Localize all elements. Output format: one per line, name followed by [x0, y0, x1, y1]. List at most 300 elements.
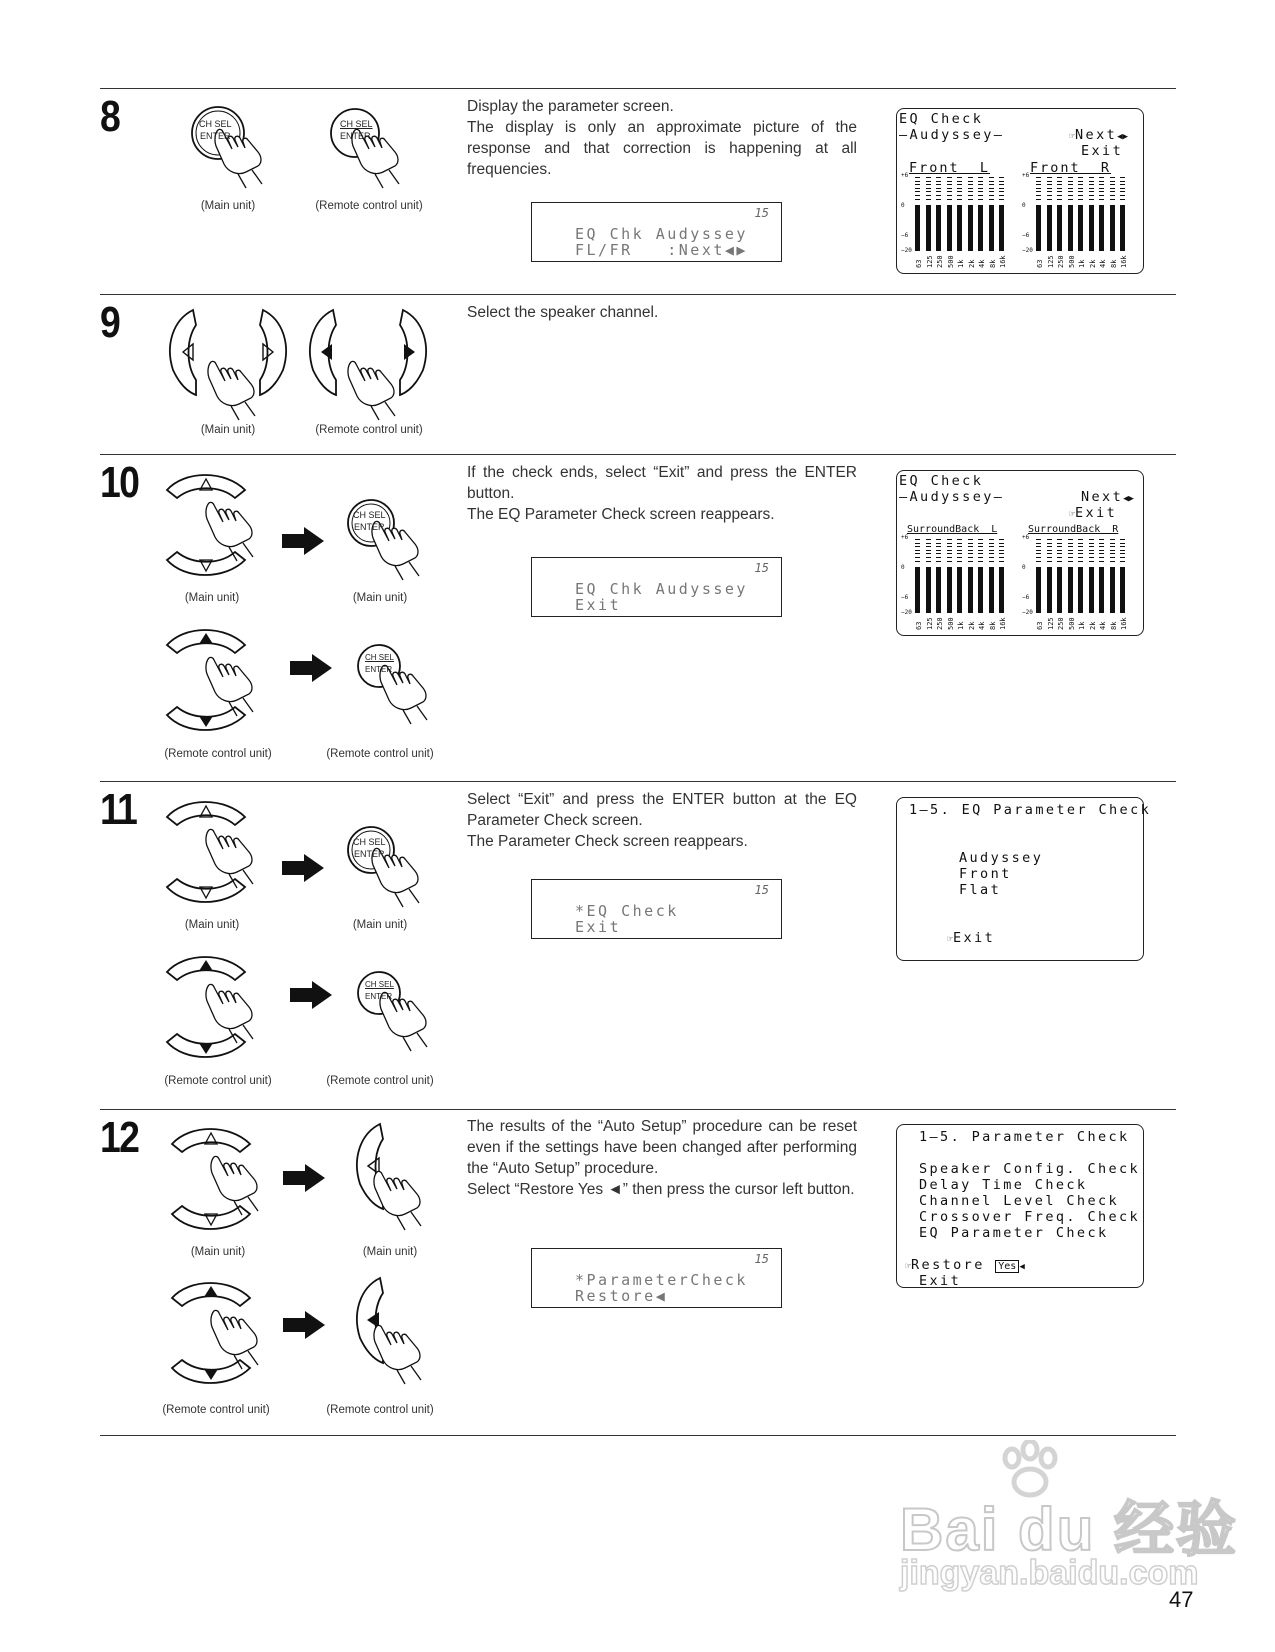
freq-label: 250 [1057, 617, 1065, 630]
caption-main-unit: (Main unit) [200, 424, 256, 436]
eq-tick [999, 539, 1004, 540]
eq-bar [1089, 567, 1094, 613]
desc-line: Display the parameter screen. [467, 98, 674, 115]
cursor-hand-icon: ☞ [1069, 509, 1076, 520]
eq-tick [1089, 553, 1094, 554]
rule-top [100, 88, 1176, 89]
freq-label: 250 [936, 617, 944, 630]
osd-title: 1—5. EQ Parameter Check [909, 802, 1152, 818]
osd-parameter-check [896, 1124, 1144, 1288]
caption-main-unit: (Main unit) [352, 592, 408, 604]
fld-channel: 15 [754, 1252, 769, 1266]
caption-remote-unit: (Remote control unit) [326, 1075, 434, 1087]
eq-tick [1036, 539, 1041, 540]
eq-tick [1057, 191, 1062, 192]
eq-tick [936, 553, 941, 554]
eq-tick [915, 188, 920, 189]
eq-bar [1120, 205, 1125, 251]
freq-label: 63 [1036, 259, 1044, 268]
eq-tick [926, 195, 931, 196]
eq-tick [999, 557, 1004, 558]
freq-label: 4k [1099, 259, 1107, 268]
watermark-url: jingyan.baidu.com [900, 1554, 1199, 1592]
step-8-description [467, 96, 857, 180]
freq-label: 1k [1078, 621, 1086, 630]
eq-tick [978, 561, 983, 562]
arrow-right-icon [282, 526, 327, 556]
eq-tick [947, 543, 952, 544]
eq-tick [989, 550, 994, 551]
osd-exit-item [1069, 505, 1117, 521]
eq-tick [957, 188, 962, 189]
eq-tick [978, 199, 983, 200]
eq-tick [999, 553, 1004, 554]
fld-line-2: Exit [575, 596, 622, 614]
eq-tick [978, 195, 983, 196]
eq-tick [1099, 546, 1104, 547]
scale-label: −20 [1022, 609, 1033, 616]
freq-label: 4k [978, 259, 986, 268]
eq-tick [1110, 543, 1115, 544]
rule-9 [100, 294, 1176, 295]
eq-tick [1110, 553, 1115, 554]
eq-tick [1089, 199, 1094, 200]
caption-remote-unit: (Remote control unit) [315, 424, 423, 436]
eq-tick [968, 184, 973, 185]
eq-tick [915, 561, 920, 562]
eq-tick [968, 195, 973, 196]
caption-main-unit: (Main unit) [190, 1246, 246, 1258]
eq-tick [957, 181, 962, 182]
caption-main-unit: (Main unit) [184, 592, 240, 604]
eq-tick [1057, 177, 1062, 178]
desc-line: The results of the “Auto Setup” procedure can be reset even if the settings have been changed after performing the “Auto Setup” procedure. [467, 1118, 857, 1177]
freq-label: 16k [1120, 255, 1128, 268]
eq-tick [1120, 557, 1125, 558]
eq-tick [1068, 184, 1073, 185]
eq-bar [968, 205, 973, 251]
cursor-up-down-main-illustration [165, 797, 255, 912]
eq-tick [1099, 191, 1104, 192]
eq-tick [1047, 539, 1052, 540]
eq-tick [1078, 177, 1083, 178]
left-right-arrows-icon: ◀▶ [1117, 132, 1128, 142]
eq-bar [936, 205, 941, 251]
scale-label: +6 [901, 172, 909, 179]
desc-line: Select “Restore Yes ◄” then press the cursor left button. [467, 1181, 855, 1198]
eq-tick [915, 177, 920, 178]
eq-tick [1110, 557, 1115, 558]
eq-tick [1057, 199, 1062, 200]
osd-next-item [1069, 127, 1128, 143]
fld-line-1: *ParameterCheck [575, 1271, 748, 1289]
eq-bar [968, 567, 973, 613]
osd-subtitle: —Audyssey— [899, 127, 1005, 143]
eq-tick [957, 539, 962, 540]
eq-tick [1120, 539, 1125, 540]
eq-tick [1110, 188, 1115, 189]
next-label: Next [1075, 127, 1118, 143]
caption-main-unit: (Main unit) [352, 919, 408, 931]
eq-tick [915, 191, 920, 192]
eq-tick [968, 539, 973, 540]
freq-label: 1k [957, 621, 965, 630]
osd-exit-item: Exit [1081, 143, 1124, 159]
eq-bar [999, 567, 1004, 613]
fld-channel: 15 [754, 561, 769, 575]
eq-tick [989, 561, 994, 562]
step-number-8: 8 [100, 92, 120, 141]
freq-label: 16k [1120, 617, 1128, 630]
eq-tick [989, 557, 994, 558]
eq-bar [1120, 567, 1125, 613]
freq-label: 8k [1109, 259, 1118, 268]
eq-tick [1110, 550, 1115, 551]
eq-tick [957, 184, 962, 185]
cursor-left-main-illustration [355, 1124, 445, 1239]
eq-tick [1120, 553, 1125, 554]
eq-tick [978, 546, 983, 547]
eq-tick [1110, 561, 1115, 562]
eq-tick [1036, 199, 1041, 200]
eq-tick [926, 550, 931, 551]
caption-remote-unit: (Remote control unit) [326, 748, 434, 760]
eq-tick [1078, 184, 1083, 185]
eq-tick [1047, 543, 1052, 544]
eq-tick [978, 539, 983, 540]
eq-tick [1078, 561, 1083, 562]
eq-bars-left [901, 534, 1009, 630]
caption-remote-unit: (Remote control unit) [315, 200, 423, 212]
eq-tick [957, 546, 962, 547]
desc-line: Select “Exit” and press the ENTER button at the EQ Parameter Check screen. [467, 791, 857, 829]
eq-bar [1068, 567, 1073, 613]
eq-tick [1057, 557, 1062, 558]
eq-tick [999, 543, 1004, 544]
step-number-10: 10 [100, 458, 139, 507]
eq-tick [936, 550, 941, 551]
eq-bar [1099, 205, 1104, 251]
arrow-right-icon [282, 853, 327, 883]
eq-tick [1047, 546, 1052, 547]
eq-tick [968, 181, 973, 182]
osd-title: 1—5. Parameter Check [919, 1129, 1130, 1145]
eq-tick [926, 539, 931, 540]
eq-tick [915, 199, 920, 200]
eq-tick [1047, 195, 1052, 196]
eq-tick [1110, 546, 1115, 547]
caption-remote-unit: (Remote control unit) [164, 748, 272, 760]
eq-tick [936, 184, 941, 185]
eq-tick [1047, 188, 1052, 189]
freq-label: 63 [1036, 621, 1044, 630]
eq-tick [1099, 199, 1104, 200]
eq-tick [947, 550, 952, 551]
arrow-right-icon [290, 980, 335, 1010]
eq-tick [989, 199, 994, 200]
eq-bar [957, 567, 962, 613]
eq-tick [1057, 561, 1062, 562]
freq-label: 1k [957, 259, 965, 268]
eq-tick [989, 553, 994, 554]
eq-tick [999, 546, 1004, 547]
eq-bar [978, 567, 983, 613]
step-10-description [467, 462, 857, 525]
scale-label: −20 [1022, 247, 1033, 254]
eq-tick [1099, 181, 1104, 182]
eq-tick [1047, 550, 1052, 551]
eq-tick [999, 191, 1004, 192]
eq-tick [1068, 546, 1073, 547]
fld-line-1: EQ Chk Audyssey [575, 225, 748, 243]
eq-tick [957, 550, 962, 551]
caption-main-unit: (Main unit) [184, 919, 240, 931]
osd-subtitle: —Audyssey— [899, 489, 1005, 505]
freq-label: 16k [999, 255, 1007, 268]
eq-tick [936, 557, 941, 558]
arrow-right-icon [283, 1310, 328, 1340]
fld-line-2: Exit [575, 918, 622, 936]
caption-main-unit: (Main unit) [362, 1246, 418, 1258]
eq-tick [1120, 191, 1125, 192]
eq-tick [915, 546, 920, 547]
step-number-11: 11 [100, 785, 137, 834]
osd-item: Audyssey [959, 850, 1044, 866]
desc-line: The EQ Parameter Check screen reappears. [467, 506, 775, 523]
fld-line-2-text: FL/FR :Next [575, 241, 725, 259]
eq-tick [989, 188, 994, 189]
cursor-left-remote-illustration [355, 1278, 445, 1393]
eq-bar [936, 567, 941, 613]
eq-tick [1089, 543, 1094, 544]
eq-tick [1110, 539, 1115, 540]
eq-tick [1036, 543, 1041, 544]
eq-tick [989, 195, 994, 196]
eq-tick [1120, 184, 1125, 185]
osd-item: Front [959, 866, 1012, 882]
freq-label: 2k [967, 621, 976, 630]
eq-bars-right [1022, 172, 1130, 268]
scale-label: +6 [1022, 172, 1030, 179]
eq-tick [989, 184, 994, 185]
eq-tick [947, 195, 952, 196]
enter-label-remote: ENTER [340, 131, 371, 141]
eq-tick [989, 543, 994, 544]
eq-tick [1047, 553, 1052, 554]
eq-tick [947, 546, 952, 547]
eq-tick [947, 184, 952, 185]
next-label: Next [1081, 489, 1124, 505]
fl-display-11 [531, 879, 782, 939]
eq-tick [1036, 184, 1041, 185]
desc-line: The display is only an approximate picture of the response and that correction is happening at all frequencies. [467, 119, 857, 178]
freq-label: 63 [915, 259, 923, 268]
enter-label: ENTER [354, 522, 385, 532]
fld-channel: 15 [754, 206, 769, 220]
eq-tick [1089, 184, 1094, 185]
osd-item: Flat [959, 882, 1002, 898]
cursor-up-down-main-illustration [170, 1124, 260, 1239]
eq-bars-left [901, 172, 1009, 268]
eq-tick [1057, 546, 1062, 547]
fld-line-1: EQ Chk Audyssey [575, 580, 748, 598]
cursor-up-down-remote-illustration [165, 625, 255, 740]
fld-line-2-text: Restore [575, 1287, 656, 1305]
eq-bar [989, 567, 994, 613]
eq-tick [1057, 181, 1062, 182]
eq-tick [947, 557, 952, 558]
freq-label: 8k [988, 259, 997, 268]
arrow-right-icon [283, 1163, 328, 1193]
eq-tick [999, 199, 1004, 200]
eq-tick [968, 553, 973, 554]
rule-11 [100, 781, 1176, 782]
left-arrow-icon: ◀ [655, 1287, 668, 1305]
eq-tick [968, 546, 973, 547]
scale-label: 0 [901, 564, 905, 571]
eq-tick [989, 181, 994, 182]
enter-button-remote-illustration [325, 100, 405, 195]
eq-tick [978, 188, 983, 189]
eq-bar [978, 205, 983, 251]
eq-tick [1068, 553, 1073, 554]
step-12-description [467, 1116, 857, 1200]
eq-tick [1089, 195, 1094, 196]
osd-item: Speaker Config. Check [919, 1161, 1141, 1177]
scale-label: 0 [1022, 564, 1026, 571]
eq-tick [957, 191, 962, 192]
eq-bar [1110, 205, 1115, 251]
eq-tick [989, 191, 994, 192]
eq-tick [1120, 195, 1125, 196]
eq-tick [1036, 557, 1041, 558]
ch-sel-label-remote: CH SEL [365, 653, 394, 662]
eq-tick [999, 195, 1004, 196]
eq-tick [1047, 191, 1052, 192]
eq-tick [1089, 550, 1094, 551]
eq-tick [957, 553, 962, 554]
eq-tick [1120, 181, 1125, 182]
eq-tick [936, 199, 941, 200]
eq-tick [978, 550, 983, 551]
eq-tick [926, 177, 931, 178]
eq-tick [1099, 184, 1104, 185]
freq-label: 2k [967, 259, 976, 268]
eq-tick [989, 546, 994, 547]
eq-bar [1036, 205, 1041, 251]
eq-tick [1068, 199, 1073, 200]
eq-tick [915, 539, 920, 540]
osd-eq-check-front [896, 108, 1144, 274]
eq-tick [1089, 188, 1094, 189]
eq-tick [947, 181, 952, 182]
eq-tick [947, 199, 952, 200]
ch-sel-label-remote: CH SEL [340, 119, 373, 129]
eq-tick [1120, 177, 1125, 178]
eq-tick [1099, 553, 1104, 554]
eq-tick [1068, 543, 1073, 544]
freq-label: 125 [925, 255, 934, 268]
cursor-hand-icon: ☞ [905, 1261, 912, 1272]
watermark-brand: Bai du 经验 [900, 1496, 1239, 1563]
scale-label: 0 [901, 202, 905, 209]
eq-tick [999, 181, 1004, 182]
eq-tick [1036, 177, 1041, 178]
left-right-arrows-icon: ◀▶ [1123, 494, 1134, 504]
eq-tick [1110, 199, 1115, 200]
eq-tick [1099, 550, 1104, 551]
caption-remote-unit: (Remote control unit) [162, 1404, 270, 1416]
eq-tick [915, 184, 920, 185]
desc-line: Select the speaker channel. [467, 304, 659, 321]
cursor-left-right-remote-illustration [308, 310, 428, 420]
freq-label: 125 [1046, 255, 1055, 268]
fl-display-12 [531, 1248, 782, 1308]
left-right-arrows-icon: ◀▶ [724, 241, 748, 259]
osd-item: Crossover Freq. Check [919, 1209, 1141, 1225]
eq-tick [1057, 550, 1062, 551]
freq-label: 250 [1057, 255, 1065, 268]
step-9-description [467, 302, 857, 323]
scale-label: 0 [1022, 202, 1026, 209]
rule-bottom [100, 1435, 1176, 1436]
eq-tick [1099, 177, 1104, 178]
eq-tick [1078, 557, 1083, 558]
desc-line: The Parameter Check screen reappears. [467, 833, 748, 850]
eq-tick [978, 191, 983, 192]
eq-bar [1047, 205, 1052, 251]
eq-tick [1078, 188, 1083, 189]
osd-item: EQ Parameter Check [919, 1225, 1109, 1241]
eq-tick [1110, 181, 1115, 182]
eq-tick [968, 191, 973, 192]
eq-tick [968, 199, 973, 200]
freq-label: 1k [1078, 259, 1086, 268]
eq-tick [1036, 550, 1041, 551]
eq-bars-right [1022, 534, 1130, 630]
eq-tick [1057, 539, 1062, 540]
eq-tick [978, 557, 983, 558]
enter-label-remote: ENTER [365, 665, 393, 674]
cursor-up-down-remote-illustration [165, 952, 255, 1067]
scale-label: −20 [901, 609, 912, 616]
rule-10 [100, 454, 1176, 455]
freq-label: 125 [925, 617, 934, 630]
eq-bar [1036, 567, 1041, 613]
eq-tick [1036, 561, 1041, 562]
freq-label: 63 [915, 621, 923, 630]
scale-label: −6 [901, 232, 909, 239]
rule-12 [100, 1109, 1176, 1110]
scale-label: −20 [901, 247, 912, 254]
eq-tick [968, 543, 973, 544]
eq-tick [1099, 539, 1104, 540]
eq-tick [989, 539, 994, 540]
eq-tick [1120, 543, 1125, 544]
eq-tick [999, 177, 1004, 178]
exit-label: Exit [1075, 505, 1118, 521]
eq-bar [1089, 205, 1094, 251]
enter-label: ENTER [354, 849, 385, 859]
left-channel-label: SurroundBack L [907, 524, 998, 535]
eq-tick [915, 543, 920, 544]
eq-tick [1089, 181, 1094, 182]
eq-tick [936, 543, 941, 544]
eq-tick [1057, 553, 1062, 554]
enter-button-main-illustration [185, 100, 265, 195]
yes-option: Yes [995, 1260, 1019, 1273]
eq-tick [1047, 181, 1052, 182]
